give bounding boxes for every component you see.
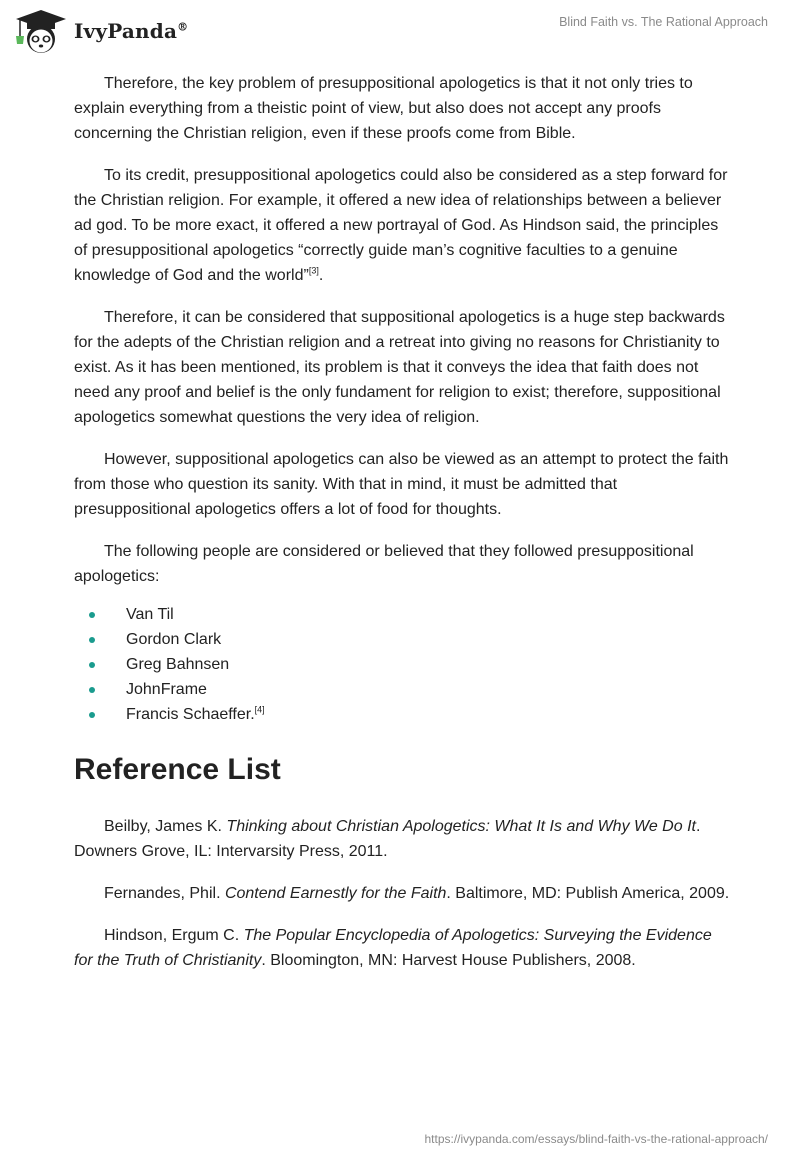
list-item: Gordon Clark	[74, 627, 734, 652]
bullet-icon	[89, 612, 95, 618]
page-header	[0, 0, 800, 60]
bullet-icon	[89, 712, 95, 718]
bullet-icon	[89, 662, 95, 668]
reference-list-heading: Reference List	[74, 753, 281, 786]
list-item: JohnFrame	[74, 677, 734, 702]
reference-entry: Fernandes, Phil. Contend Earnestly for the Faith. Baltimore, MD: Publish America, 2009.	[104, 885, 730, 902]
list-item: Van Til	[74, 602, 734, 627]
footnote-ref[interactable]: [4]	[254, 704, 265, 715]
source-url-link[interactable]: https://ivypanda.com/essays/blind-faith-vs-the-rational-approach/	[424, 1132, 768, 1146]
reference-entry: Beilby, James K. Thinking about Christian Apologetics: What It Is and Why We Do It. Downers Grove, IL: Intervarsity Press, 2011.	[74, 818, 701, 860]
footnote-ref[interactable]: [3]	[308, 265, 319, 276]
reference-entry: Hindson, Ergum C. The Popular Encyclopedia of Apologetics: Surveying the Evidence for the Truth of Christianity. Bloomington, MN: Harvest House Publishers, 2008.	[74, 927, 712, 969]
paragraph: The following people are considered or believed that they followed presuppositional apologetics:	[74, 543, 694, 585]
brand-name: IvyPanda®	[74, 19, 189, 43]
paragraph: To its credit, presuppositional apologetics could also be considered as a step forward for the Christian religion. For example, it offered a new idea of relationships between a believer ad god. To be more exact, it offered a new portrayal of God. As Hindson said, the principles of presuppositional apologetics “correctly guide man’s cognitive faculties to a genuine knowledge of God and the world”[3].	[74, 167, 728, 284]
panda-mortarboard-icon	[14, 8, 68, 54]
bullet-icon	[89, 637, 95, 643]
paragraph: Therefore, it can be considered that suppositional apologetics is a huge step backwards for the adepts of the Christian religion and a retreat into giving no reasons for Christianity to exist. As it has been mentioned, its problem is that it conveys the idea that faith does not need any proof and belief is the only fundament for religion to exist; therefore, suppositional apologetics somewhat questions the very idea of religion.	[74, 309, 725, 426]
essay-body	[74, 71, 734, 990]
bullet-icon	[89, 687, 95, 693]
people-list	[74, 602, 734, 727]
paragraph: Therefore, the key problem of presuppositional apologetics is that it not only tries to explain everything from a theistic point of view, but also does not accept any proofs concerning the Christian religion, even if these proofs come from Bible.	[74, 75, 693, 142]
document-title: Blind Faith vs. The Rational Approach	[559, 15, 768, 29]
list-item: Francis Schaeffer.[4]	[74, 702, 734, 727]
list-item: Greg Bahnsen	[74, 652, 734, 677]
paragraph: However, suppositional apologetics can also be viewed as an attempt to protect the faith from those who question its sanity. With that in mind, it must be admitted that presuppositional apologetics offers a lot of food for thoughts.	[74, 451, 729, 518]
ivypanda-logo[interactable]	[14, 8, 188, 54]
